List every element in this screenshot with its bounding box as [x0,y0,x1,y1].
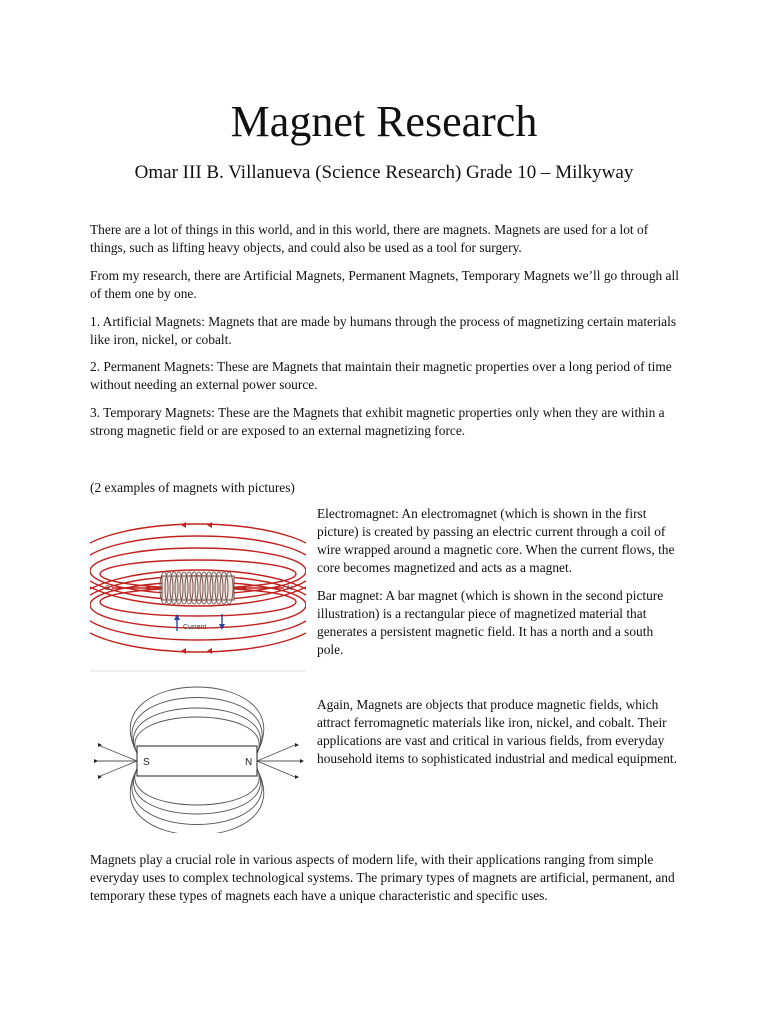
again-paragraph: Again, Magnets are objects that produce magnetic fields, which attract ferromagnetic materials like iron, nickel, and cobalt. Their applications are vast and critical in various fields, from everyday household items to sophisticated industrial and medical equipment. [317,697,677,766]
document-title: Magnet Research [230,97,538,146]
current-label: Current [183,624,207,631]
artificial-magnets-paragraph: 1. Artificial Magnets: Magnets that are made by humans through the process of magnetizing certain materials like iron, nickel, or cobalt. [90,314,677,347]
bar-magnet-south-label: S [143,757,150,768]
electromagnet-figure [90,508,306,672]
temporary-magnets-paragraph: 3. Temporary Magnets: These are the Magnets that exhibit magnetic properties only when they are within a strong magnetic field or are exposed to an external magnetizing force. [90,405,665,438]
conclusion-paragraph: Magnets play a crucial role in various aspects of modern life, with their applications ranging from simple everyday uses to complex technological systems. The primary types of magnets are artificial, permanent, and temporary these types of magnets each have a unique characteristic and specific uses. [90,852,675,903]
electromagnet-paragraph: Electromagnet: An electromagnet (which is shown in the first picture) is created by passing an electric current through a coil of wire wrapped around a magnetic core. When the current flows, the core becomes magnetized and acts as a magnet. [317,506,675,575]
overview-paragraph: From my research, there are Artificial Magnets, Permanent Magnets, Temporary Magnets we’ll go through all of them one by one. [90,268,679,301]
bar-magnet-north-label: N [245,757,253,768]
document-subtitle: Omar III B. Villanueva (Science Research) Grade 10 – Milkyway [134,162,634,183]
bar-magnet-paragraph: Bar magnet: A bar magnet (which is shown in the second picture illustration) is a rectangular piece of magnetized material that generates a persistent magnetic field. It has a north and a south pole. [317,588,664,657]
bar-magnet-body [137,746,257,776]
bar-magnet-figure [90,683,306,833]
electromagnet-north-label: N [287,585,293,592]
intro-paragraph: There are a lot of things in this world, and in this world, there are magnets. Magnets are used for a lot of things, such as lifting heavy objects, and could also be used as a tool for surgery. [90,222,649,255]
electromagnet-south-label: S [105,585,110,592]
examples-heading: (2 examples of magnets with pictures) [90,480,295,495]
permanent-magnets-paragraph: 2. Permanent Magnets: These are Magnets that maintain their magnetic properties over a long period of time without needing an external power source. [90,359,672,392]
